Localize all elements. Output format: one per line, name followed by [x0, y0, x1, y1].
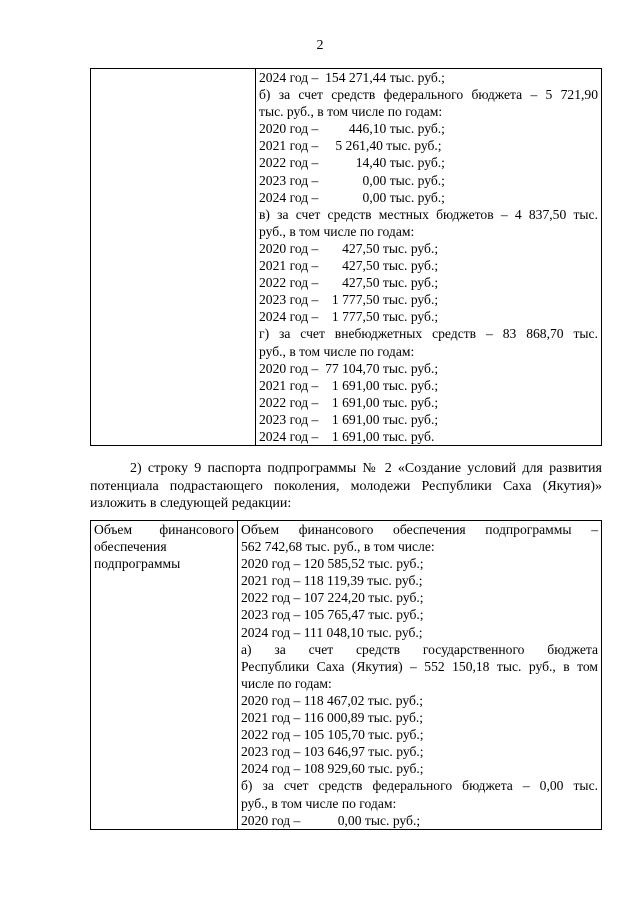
funding-line: руб., в том числе по годам:	[241, 795, 397, 811]
funding-line: 2023 год – 0,00 тыс. руб.;	[259, 172, 445, 188]
funding-line: б) за счет средств федерального бюджета – 0,00 тыс.	[241, 778, 598, 794]
funding-table-continued	[90, 68, 602, 446]
funding-line: 2024 год – 1 691,00 тыс. руб.	[259, 428, 435, 444]
funding-line: 2023 год – 105 765,47 тыс. руб.;	[241, 607, 424, 623]
funding-line: 2021 год – 5 261,40 тыс. руб.;	[259, 138, 442, 154]
funding-line: 2021 год – 1 691,00 тыс. руб.;	[259, 377, 439, 393]
funding-line: 2024 год – 111 048,10 тыс. руб.;	[241, 624, 423, 640]
table-row	[91, 521, 602, 830]
funding-line: в) за счет средств местных бюджетов – 4 837,50 тыс.	[259, 206, 598, 222]
funding-line: тыс. руб., в том числе по годам:	[259, 104, 443, 120]
funding-line: 2020 год – 120 585,52 тыс. руб.;	[241, 556, 424, 572]
funding-line: 2022 год – 14,40 тыс. руб.;	[259, 155, 445, 171]
funding-line: 2022 год – 427,50 тыс. руб.;	[259, 275, 439, 291]
table-right-cell	[238, 521, 602, 830]
funding-line: Республики Саха (Якутия) – 552 150,18 тыс. руб., в том	[241, 658, 598, 674]
funding-line: 2020 год – 77 104,70 тыс. руб.;	[259, 360, 439, 376]
table-right-cell	[256, 69, 602, 446]
funding-line: руб., в том числе по годам:	[259, 343, 415, 359]
funding-table-subprogram-2	[90, 520, 602, 830]
funding-line: г) за счет внебюджетных средств – 83 868,70 тыс.	[259, 326, 598, 342]
amendment-paragraph: 2) строку 9 паспорта подпрограммы № 2 «Создание условий для развития потенциала подрастающего поколения, молодежи Республики Саха (Якутия)» изложить в следующей редакции:	[90, 461, 602, 512]
funding-line: 2024 год – 154 271,44 тыс. руб.;	[259, 70, 445, 85]
funding-line: 2024 год – 0,00 тыс. руб.;	[259, 189, 445, 205]
table-row	[91, 69, 602, 446]
funding-line: 2020 год – 427,50 тыс. руб.;	[259, 240, 439, 256]
table-left-cell	[91, 69, 256, 446]
funding-line: б) за счет средств федерального бюджета – 5 721,90	[259, 87, 598, 103]
table-left-cell	[91, 521, 238, 830]
funding-line: 2022 год – 105 105,70 тыс. руб.;	[241, 727, 424, 743]
funding-line: 2024 год – 108 929,60 тыс. руб.;	[241, 761, 424, 777]
funding-line: числе по годам:	[241, 675, 332, 691]
funding-line: а) за счет средств государственного бюджета	[241, 641, 598, 657]
funding-line: 2021 год – 427,50 тыс. руб.;	[259, 258, 439, 274]
funding-line: 2023 год – 1 777,50 тыс. руб.;	[259, 292, 439, 308]
funding-line: 2022 год – 107 224,20 тыс. руб.;	[241, 590, 424, 606]
row-heading: Объем финансового обеспечения подпрограммы	[94, 522, 234, 572]
funding-line: руб., в том числе по годам:	[259, 223, 415, 239]
funding-line: 2023 год – 103 646,97 тыс. руб.;	[241, 744, 424, 760]
funding-line: 2021 год – 118 119,39 тыс. руб.;	[241, 573, 423, 589]
funding-line: 2020 год – 446,10 тыс. руб.;	[259, 121, 445, 137]
funding-line: 2020 год – 118 467,02 тыс. руб.;	[241, 692, 424, 708]
funding-line: 2021 год – 116 000,89 тыс. руб.;	[241, 710, 424, 726]
funding-line: 2023 год – 1 691,00 тыс. руб.;	[259, 411, 439, 427]
funding-line: 2020 год – 0,00 тыс. руб.;	[241, 812, 421, 828]
funding-line: 2022 год – 1 691,00 тыс. руб.;	[259, 394, 439, 410]
funding-line: 2024 год – 1 777,50 тыс. руб.;	[259, 309, 439, 325]
funding-line: Объем финансового обеспечения подпрограммы –	[241, 522, 598, 537]
page-number: 2	[316, 38, 324, 53]
funding-line: 562 742,68 тыс. руб., в том числе:	[241, 539, 435, 555]
